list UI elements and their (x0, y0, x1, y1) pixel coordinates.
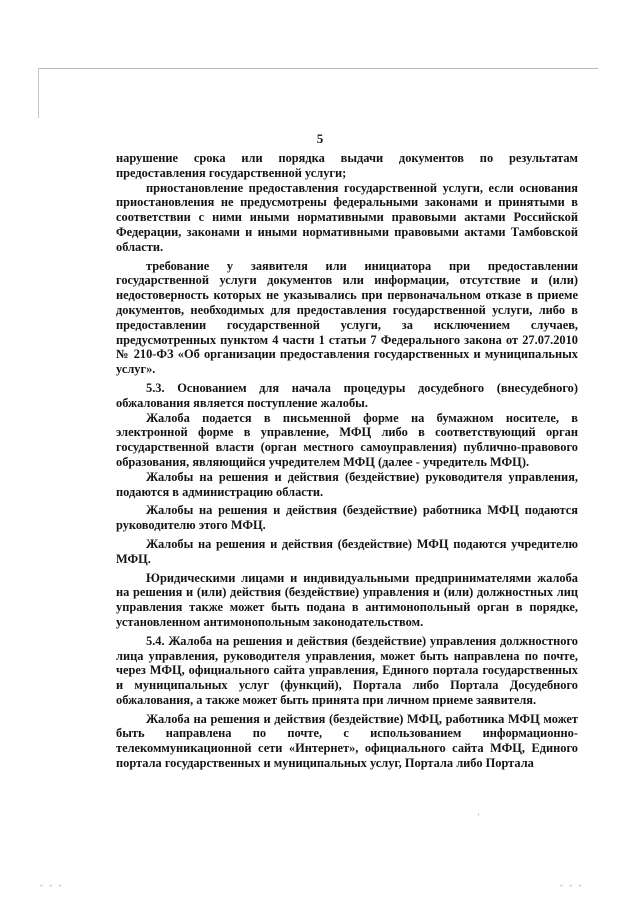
scan-mark-bottom-left: - - - (40, 880, 64, 890)
paragraph: приостановление предоставления государственной услуги, если основания приостановления не предусмотрены федеральными законами и принятыми в соответствии с ними иными нормативными правовыми актами Российской Федерации, законами и иными нормативными правовыми актами Тамбовской области. (116, 180, 578, 254)
paragraph: нарушение срока или порядка выдачи документов по результатам предоставления государственной услуги; (116, 151, 578, 180)
paragraph: Юридическими лицами и индивидуальными предпринимателями жалоба на решения и (или) действия (бездействие) управления и (или) должностных лиц управления также может быть подана в антимонопольный орган в порядке, установленном антимонопольным законодательством. (116, 570, 578, 629)
document-body (116, 151, 578, 771)
page-number: 5 (316, 131, 324, 146)
scan-mark-side: ' (478, 812, 482, 822)
paragraph: 5.4. Жалоба на решения и действия (бездействие) управления должностного лица управления, руководителя управления, может быть направлена по почте, через МФЦ, официального сайта управления, Единого портала государственных и муниципальных услуг (функций), Портала либо Портала Досудебного обжалования, а также может быть принята при личном приеме заявителя. (116, 633, 578, 707)
paragraph: Жалобы на решения и действия (бездействие) работника МФЦ подаются руководителю этого МФЦ. (116, 503, 578, 533)
paragraph: Жалоба подается в письменной форме на бумажном носителе, в электронной форме в управление, МФЦ либо в соответствующий орган государственной власти (орган местного самоуправления) публично-правового образования, являющийся учредителем МФЦ (далее - учредитель МФЦ). (116, 410, 578, 469)
scan-mark-bottom-right: - - - (560, 880, 584, 890)
scan-border-left (38, 68, 39, 118)
paragraph: Жалобы на решения и действия (бездействие) руководителя управления, подаются в администрацию области. (116, 469, 578, 499)
paragraph: 5.3. Основанием для начала процедуры досудебного (внесудебного) обжалования является поступление жалобы. (116, 380, 578, 410)
paragraph: требование у заявителя или инициатора при предоставлении государственной услуги документов или информации, отсутствие и (или) недостоверность которых не указывались при первоначальном отказе в приеме документов, необходимых для предоставления государственной услуги, либо в предоставлении государственной услуги, за исключением случаев, предусмотренных пунктом 4 части 1 статьи 7 Федерального закона от 27.07.2010 № 210-ФЗ «Об организации предоставления государственных и муниципальных услуг». (116, 258, 578, 377)
scan-border-top (38, 68, 598, 69)
paragraph: Жалоба на решения и действия (бездействие) МФЦ, работника МФЦ может быть направлена по почте, с использованием информационно-телекоммуникационной сети «Интернет», официального сайта МФЦ, Единого портала государственных и муниципальных услуг, Портала либо Портала (116, 711, 578, 771)
paragraph: Жалобы на решения и действия (бездействие) МФЦ подаются учредителю МФЦ. (116, 536, 578, 566)
